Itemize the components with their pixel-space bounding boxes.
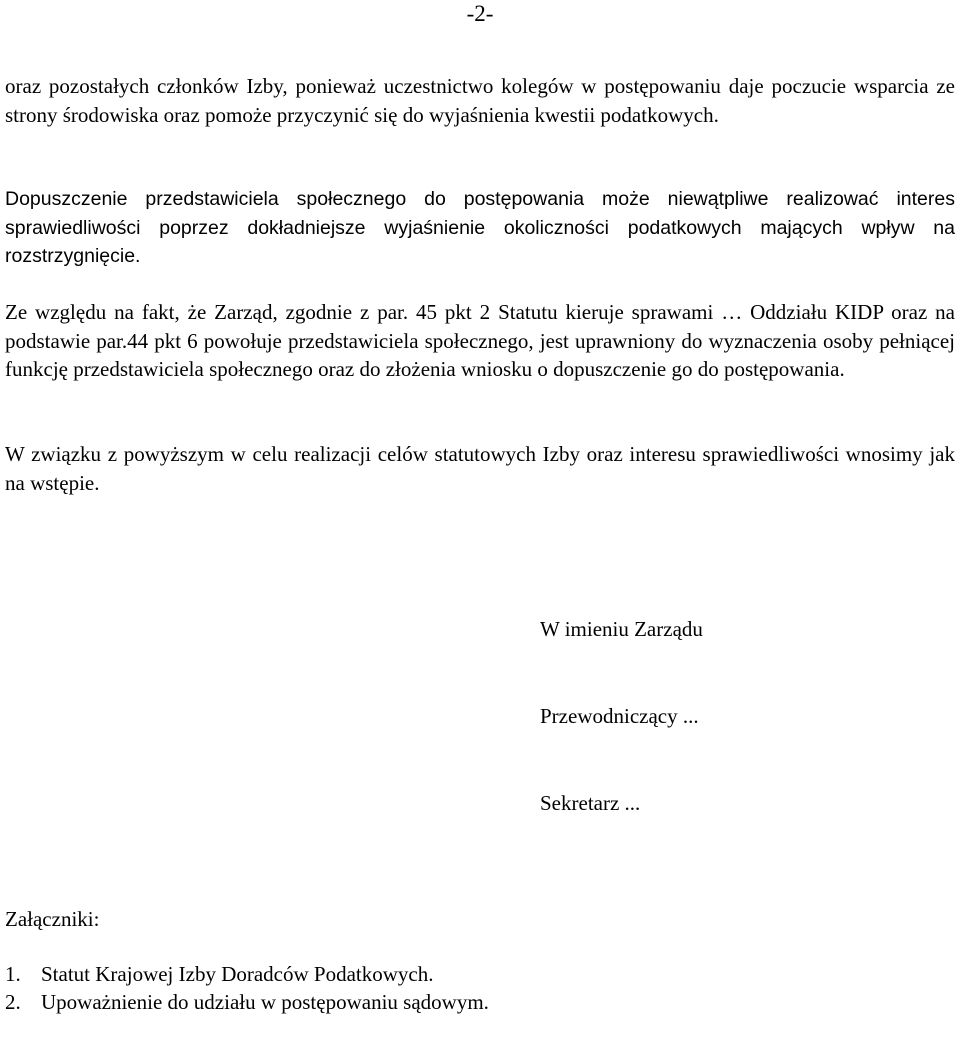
paragraph-members-support: oraz pozostałych członków Izby, ponieważ uczestnictwo kolegów w postępowaniu daje poczucie wsparcia ze strony środowiska oraz pomoże przyczynić się do wyjaśnienia kwestii podatkowych. bbox=[5, 74, 955, 127]
attachment-text: Upoważnienie do udziału w postępowaniu sądowym. bbox=[41, 990, 489, 1014]
signature-chair: Przewodniczący ... bbox=[540, 704, 699, 728]
attachment-number: 1. bbox=[5, 962, 21, 986]
attachment-item bbox=[5, 960, 565, 988]
paragraph-conclusion: W związku z powyższym w celu realizacji celów statutowych Izby oraz interesu sprawiedliwości wnosimy jak na wstępie. bbox=[5, 442, 955, 495]
attachment-item bbox=[5, 988, 565, 1016]
attachments-title: Załączniki: bbox=[5, 907, 100, 931]
attachment-number: 2. bbox=[5, 990, 21, 1014]
signature-secretary: Sekretarz ... bbox=[540, 791, 641, 815]
signature-on-behalf-of-board: W imieniu Zarządu bbox=[540, 617, 703, 641]
attachment-text: Statut Krajowej Izby Doradców Podatkowych. bbox=[41, 962, 434, 986]
page-number: -2- bbox=[466, 1, 494, 26]
paragraph-board-authority: Ze względu na fakt, że Zarząd, zgodnie z par. 45 pkt 2 Statutu kieruje sprawami … Oddziału KIDP oraz na podstawie par.44 pkt 6 powołuje przedstawiciela społecznego, jest uprawniony do wyznaczenia osoby pełniącej funkcję przedstawiciela społecznego oraz do złożenia wniosku o dopuszczenie go do postępowania. bbox=[5, 300, 955, 381]
paragraph-social-representative-admission: Dopuszczenie przedstawiciela społecznego do postępowania może niewątpliwe realizować interes sprawiedliwości poprzez dokładniejsze wyjaśnienie okoliczności podatkowych mających wpływ na rozstrzygnięcie. bbox=[5, 188, 955, 267]
attachments-list bbox=[5, 960, 565, 1016]
